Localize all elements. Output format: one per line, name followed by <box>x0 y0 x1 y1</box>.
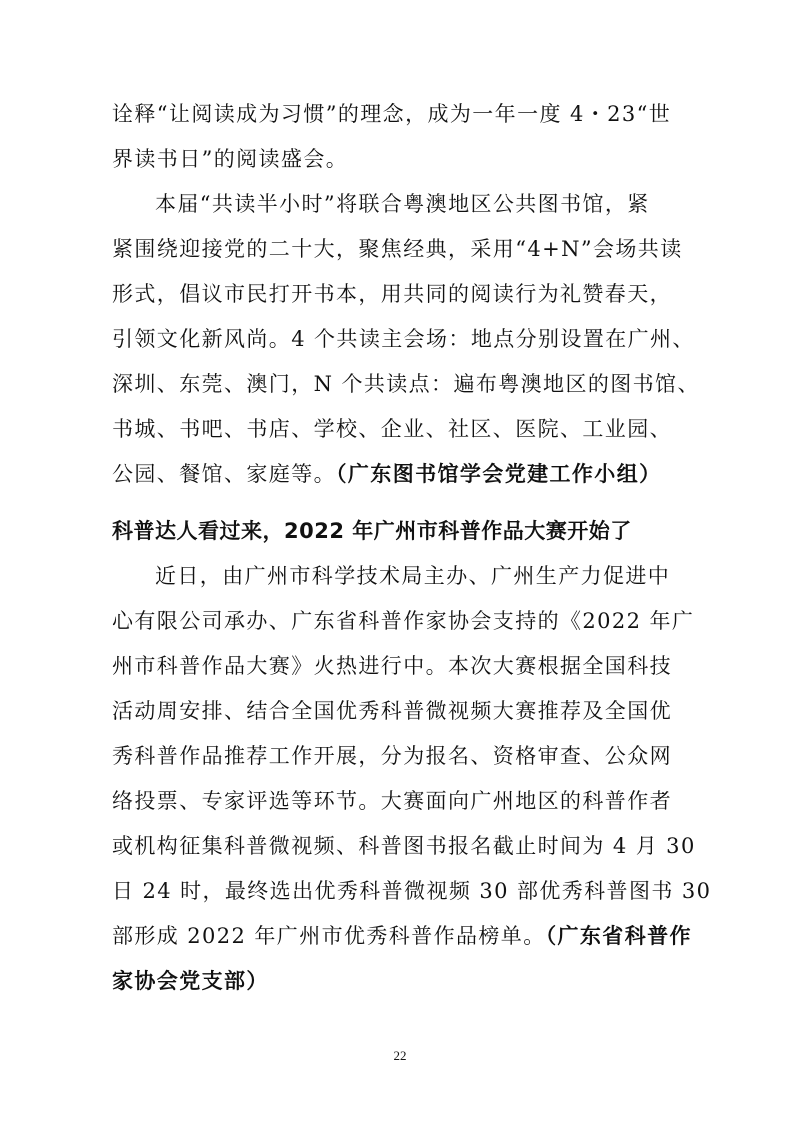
paragraph-line: 活动周安排、结合全国优秀科普微视频大赛推荐及全国优 <box>112 699 672 723</box>
paragraph-line: 或机构征集科普微视频、科普图书报名截止时间为 4 月 30 <box>112 834 696 858</box>
paragraph-text: 公园、餐馆、家庭等。 <box>112 462 336 486</box>
paragraph-line: 书城、书吧、书店、学校、企业、社区、医院、工业园、 <box>112 417 672 441</box>
paragraph-line: 紧围绕迎接党的二十大，聚焦经典，采用“4+N”会场共读 <box>112 237 683 261</box>
paragraph-line: 界读书日”的阅读盛会。 <box>112 147 349 171</box>
paragraph-line <box>112 921 692 951</box>
paragraph-line: 诠释“让阅读成为习惯”的理念，成为一年一度 4・23“世 <box>112 102 672 126</box>
paragraph-line: 州市科普作品大赛》火热进行中。本次大赛根据全国科技 <box>112 654 672 678</box>
paragraph-line: 近日，由广州市科学技术局主办、广州生产力促进中 <box>155 564 671 588</box>
paragraph-line: 心有限公司承办、广东省科普作家协会支持的《2022 年广 <box>112 609 695 633</box>
paragraph-text: 部形成 2022 年广州市优秀科普作品榜单。 <box>112 924 546 948</box>
paragraph-line: 形式，倡议市民打开书本，用共同的阅读行为礼赞春天， <box>112 282 672 306</box>
source-attribution: 家协会党支部） <box>112 969 269 993</box>
page-number: 22 <box>393 1048 407 1063</box>
paragraph-line-last <box>112 459 662 489</box>
paragraph-line: 络投票、专家评选等环节。大赛面向广州地区的科普作者 <box>112 789 672 813</box>
paragraph-line: 秀科普作品推荐工作开展，分为报名、资格审查、公众网 <box>112 744 672 768</box>
paragraph-line: 日 24 时，最终选出优秀科普微视频 30 部优秀科普图书 30 <box>112 879 712 903</box>
paragraph-line: 引领文化新风尚。4 个共读主会场：地点分别设置在广州、 <box>112 327 695 351</box>
paragraph-line: 本届“共读半小时”将联合粤澳地区公共图书馆，紧 <box>155 192 650 216</box>
source-attribution: （广东省科普作 <box>545 924 692 948</box>
paragraph-line: 深圳、东莞、澳门，N 个共读点：遍布粤澳地区的图书馆、 <box>112 372 700 396</box>
source-attribution: （广东图书馆学会党建工作小组） <box>336 462 662 486</box>
article-heading: 科普达人看过来，2022 年广州市科普作品大赛开始了 <box>112 519 632 543</box>
